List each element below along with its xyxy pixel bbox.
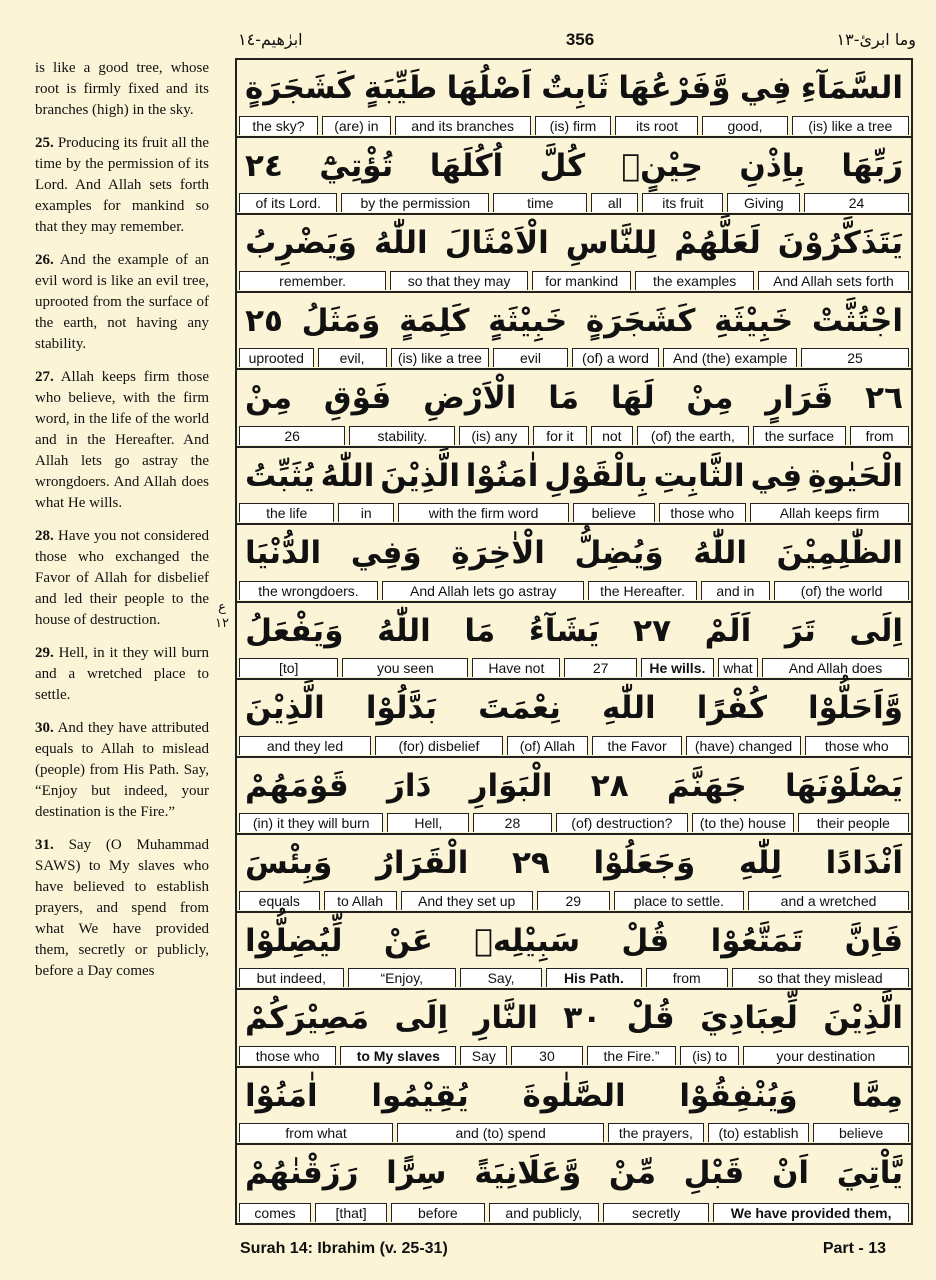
- arabic-word: كُفْرًا: [696, 690, 767, 727]
- verse-text: Hell, in it they will burn and a wretched place to settle.: [35, 645, 210, 703]
- verse-paragraph: [35, 718, 209, 823]
- translation-cell: the Hereafter.: [588, 581, 696, 600]
- translation-cell: its root: [615, 116, 698, 135]
- translation-cell: before: [391, 1203, 484, 1222]
- arabic-word: رَبِّهَا: [841, 147, 903, 184]
- translation-cell: (for) disbelief: [375, 736, 503, 755]
- arabic-word: يُثَبِّتُ: [245, 457, 315, 494]
- arabic-line: [241, 293, 907, 349]
- arabic-word: مَصِيْرَكُمْ: [245, 1000, 370, 1037]
- arabic-word: وَيَضْرِبُ: [245, 225, 357, 262]
- header-right-arabic: وما ابرئ-١٣: [836, 30, 916, 49]
- translation-cell: from: [646, 968, 728, 987]
- arabic-word: فَوْقِ: [323, 380, 392, 417]
- translation-cell: the Fire.”: [587, 1046, 677, 1065]
- translation-cell: remember.: [239, 271, 386, 290]
- translation-cell: We have provided them,: [713, 1203, 909, 1222]
- translation-line: [237, 271, 911, 291]
- arabic-word: الَّذِيْنَ: [823, 1000, 903, 1037]
- arabic-word: وَّعَلَانِيَةً: [474, 1155, 582, 1192]
- verse-text: Producing its fruit all the time by the permission of its Lord. And Allah sets forth examples for mankind so that they may remember.: [35, 135, 210, 235]
- translation-cell: “Enjoy,: [348, 968, 456, 987]
- header-left-arabic: ابرٰهيم-١٤: [238, 30, 303, 49]
- translation-cell: Hell,: [387, 813, 469, 832]
- arabic-word: وَمَثَلُ: [301, 302, 381, 339]
- translation-cell: their people: [798, 813, 909, 832]
- arabic-word: الْبَوَارِ: [469, 767, 553, 804]
- arabic-word: وَجَعَلُوْا: [593, 845, 696, 882]
- translation-cell: and publicly,: [489, 1203, 599, 1222]
- arabic-word: تَرَ: [784, 612, 816, 649]
- arabic-word: مَا: [464, 612, 496, 649]
- grid-row: [237, 215, 911, 293]
- arabic-line: [241, 138, 907, 194]
- grid-row: [237, 835, 911, 913]
- translation-cell: (have) changed: [686, 736, 800, 755]
- translation-cell: (is) any: [459, 426, 529, 445]
- translation-cell: And (the) example: [663, 348, 797, 367]
- arabic-word: اُكُلَهَا: [429, 147, 504, 184]
- arabic-word: اِلَى: [849, 612, 903, 649]
- verse-text: And the example of an evil word is like an evil tree, uprooted from the surface of the earth, not having any stability.: [35, 252, 209, 352]
- arabic-line: [241, 990, 907, 1046]
- translation-line: [237, 116, 911, 136]
- grid-row: [237, 603, 911, 681]
- arabic-word: كَشَجَرَةٍ: [245, 70, 355, 106]
- arabic-word: مِمَّا: [851, 1077, 903, 1114]
- translation-cell: what: [718, 658, 758, 677]
- translation-cell: (in) it they will burn: [239, 813, 383, 832]
- verse-paragraph: [35, 367, 209, 514]
- translation-line: [237, 968, 911, 988]
- translation-line: [237, 1046, 911, 1066]
- grid-row: [237, 680, 911, 758]
- arabic-word: كَشَجَرَةٍ: [585, 302, 696, 339]
- arabic-word: يَّاْتِيَ: [836, 1155, 903, 1192]
- verse-number: 29.: [35, 645, 54, 661]
- translation-cell: place to settle.: [614, 891, 744, 910]
- arabic-word: خَبِيْثَةِ: [714, 302, 794, 339]
- translation-line: [237, 813, 911, 833]
- grid-row: [237, 525, 911, 603]
- arabic-word: لِلنَّاسِ: [565, 225, 658, 262]
- translation-cell: the sky?: [239, 116, 318, 135]
- english-translation-column: [35, 58, 209, 994]
- arabic-word: اللّٰهُ: [320, 457, 375, 494]
- arabic-word: ٢٤: [245, 147, 283, 184]
- translation-cell: the Favor: [592, 736, 683, 755]
- arabic-word: اَنْ: [771, 1155, 810, 1192]
- translation-cell: And Allah does: [762, 658, 909, 677]
- arabic-word: فِي: [750, 457, 803, 494]
- translation-cell: the life: [239, 503, 334, 522]
- arabic-word: فَاِنَّ: [844, 922, 903, 959]
- verse-number: 28.: [35, 528, 54, 544]
- arabic-word: الظّٰلِمِيْنَ: [776, 535, 903, 572]
- verse-number: 31.: [35, 837, 54, 853]
- arabic-word: اجْتُثَّتْ: [811, 302, 903, 339]
- arabic-word: اَلَمْ: [704, 612, 752, 649]
- verse-text: Say (O Muhammad SAWS) to My slaves who have believed to establish prayers, and spend from what We have provided them, secretly or publicly, before a Day comes: [35, 837, 209, 979]
- arabic-word: سِرًّا: [386, 1155, 447, 1192]
- translation-cell: you seen: [342, 658, 468, 677]
- arabic-word: مِّنْ: [608, 1155, 657, 1192]
- arabic-word: اَصْلُهَا: [446, 70, 532, 106]
- arabic-line: [241, 525, 907, 581]
- arabic-word: وَفِي: [350, 535, 422, 572]
- translation-cell: and its branches: [395, 116, 531, 135]
- translation-cell: all: [591, 193, 638, 212]
- translation-cell: 26: [239, 426, 345, 445]
- translation-line: [237, 193, 911, 213]
- translation-cell: from: [850, 426, 909, 445]
- grid-row: [237, 913, 911, 991]
- translation-cell: secretly: [603, 1203, 709, 1222]
- arabic-word: قُلْ: [626, 1000, 675, 1037]
- footer-surah-title: Surah 14: Ibrahim (v. 25-31): [240, 1240, 448, 1257]
- translation-cell: of its Lord.: [239, 193, 337, 212]
- translation-cell: [to]: [239, 658, 338, 677]
- arabic-word: ٢٨: [590, 767, 629, 804]
- arabic-word: الثَّابِتِ: [653, 457, 745, 494]
- arabic-word: اللّٰهِ: [601, 690, 656, 727]
- grid-row: [237, 448, 911, 526]
- arabic-word: قَوْمَهُمْ: [245, 767, 349, 804]
- arabic-word: ٣٠: [563, 1000, 602, 1037]
- arabic-word: الصَّلٰوةَ: [522, 1077, 626, 1114]
- arabic-line: [241, 1145, 907, 1201]
- arabic-word: سَبِيْلِهٖ: [474, 922, 581, 959]
- translation-cell: its fruit: [642, 193, 723, 212]
- translation-cell: Say,: [460, 968, 542, 987]
- arabic-word: اِلَى: [394, 1000, 449, 1037]
- translation-cell: believe: [813, 1123, 909, 1142]
- arabic-word: يُقِيْمُوا: [371, 1077, 469, 1114]
- translation-cell: by the permission: [341, 193, 489, 212]
- translation-cell: those who: [239, 1046, 336, 1065]
- arabic-word: اَنْدَادًا: [825, 845, 903, 882]
- arabic-word: جَهَنَّمَ: [666, 767, 747, 804]
- translation-cell: [that]: [315, 1203, 387, 1222]
- translation-cell: Allah keeps firm: [750, 503, 909, 522]
- translation-cell: And they set up: [401, 891, 533, 910]
- arabic-word: السَّمَآءِ: [800, 70, 903, 106]
- translation-cell: those who: [805, 736, 909, 755]
- arabic-word: تُؤْتِيْٓ: [319, 147, 394, 184]
- translation-cell: (of) a word: [572, 348, 660, 367]
- translation-cell: (of) Allah: [507, 736, 588, 755]
- arabic-word: اللّٰهُ: [377, 612, 431, 649]
- arabic-word: مِنْ: [245, 380, 293, 417]
- arabic-word: وَبِئْسَ: [245, 845, 333, 882]
- translation-cell: His Path.: [546, 968, 641, 987]
- arabic-word: الْاَمْثَالَ: [444, 225, 549, 262]
- grid-row: [237, 138, 911, 216]
- arabic-line: [241, 680, 907, 736]
- translation-cell: and (to) spend: [397, 1123, 604, 1142]
- translation-cell: to Allah: [324, 891, 397, 910]
- translation-cell: not: [591, 426, 633, 445]
- translation-cell: to My slaves: [340, 1046, 456, 1065]
- translation-cell: from what: [239, 1123, 393, 1142]
- arabic-word: الدُّنْيَا: [245, 535, 322, 572]
- translation-cell: so that they mislead: [732, 968, 909, 987]
- word-by-word-grid: [235, 58, 913, 1225]
- arabic-word: لَعَلَّهُمْ: [674, 225, 761, 262]
- arabic-word: وَيُضِلُّ: [574, 535, 664, 572]
- translation-cell: evil: [493, 348, 568, 367]
- translation-cell: Have not: [472, 658, 560, 677]
- verse-text: And they have attributed equals to Allah to mislead (people) from His Path. Say, “Enjoy but indeed, your destination is the Fire.”: [35, 720, 209, 820]
- arabic-word: الْاَرْضِ: [423, 380, 517, 417]
- arabic-word: ٢٧: [633, 612, 672, 649]
- arabic-word: بِاِذْنِ: [739, 147, 806, 184]
- translation-cell: your destination: [743, 1046, 909, 1065]
- arabic-word: وَيُنْفِقُوْا: [679, 1077, 798, 1114]
- arabic-line: [241, 215, 907, 271]
- translation-cell: the examples: [635, 271, 754, 290]
- translation-cell: He wills.: [641, 658, 714, 677]
- translation-cell: 27: [564, 658, 637, 677]
- translation-cell: those who: [659, 503, 746, 522]
- translation-cell: 25: [801, 348, 909, 367]
- page-number: 356: [565, 30, 595, 49]
- arabic-word: بَدَّلُوْا: [365, 690, 438, 727]
- translation-cell: (of) destruction?: [556, 813, 689, 832]
- arabic-word: لِّعِبَادِيَ: [700, 1000, 798, 1037]
- arabic-word: مِنْ: [686, 380, 734, 417]
- translation-line: [237, 1203, 911, 1223]
- translation-cell: (is) to: [680, 1046, 738, 1065]
- translation-cell: the wrongdoers.: [239, 581, 378, 600]
- arabic-line: [241, 913, 907, 969]
- translation-cell: stability.: [349, 426, 455, 445]
- arabic-word: مَا: [548, 380, 580, 417]
- translation-cell: 30: [511, 1046, 582, 1065]
- arabic-word: ٢٦: [865, 380, 903, 417]
- translation-line: [237, 503, 911, 523]
- arabic-word: اللّٰهُ: [373, 225, 428, 262]
- ruku-marker: ع ١٢: [215, 600, 229, 631]
- translation-cell: for mankind: [532, 271, 632, 290]
- translation-cell: and in: [701, 581, 770, 600]
- arabic-line: [241, 603, 907, 659]
- translation-cell: but indeed,: [239, 968, 344, 987]
- arabic-word: الَّذِيْنَ: [245, 690, 325, 727]
- translation-line: [237, 1123, 911, 1143]
- grid-row: [237, 60, 911, 138]
- arabic-word: الْاٰخِرَةِ: [451, 535, 545, 572]
- grid-row: [237, 1068, 911, 1146]
- arabic-word: اٰمَنُوْا: [245, 1077, 318, 1114]
- translation-cell: good,: [702, 116, 787, 135]
- arabic-word: خَبِيْثَةٍ: [488, 302, 568, 339]
- translation-line: [237, 581, 911, 601]
- arabic-word: اٰمَنُوْا: [465, 457, 539, 494]
- verse-paragraph: [35, 133, 209, 238]
- arabic-word: ٢٩: [512, 845, 550, 882]
- arabic-word: النَّارِ: [473, 1000, 538, 1037]
- verse-number: 30.: [35, 720, 54, 736]
- translation-cell: And Allah sets forth: [758, 271, 909, 290]
- translation-cell: and a wretched: [748, 891, 909, 910]
- verse-text: Have you not considered those who exchanged the Favor of Allah for disbelief and led their people to the house of destruction.: [35, 528, 210, 628]
- grid-row: [237, 990, 911, 1068]
- arabic-word: عَنْ: [383, 922, 433, 959]
- arabic-word: اللّٰهُ: [693, 535, 747, 572]
- arabic-word: قَبْلِ: [683, 1155, 745, 1192]
- arabic-word: وَّاَحَلُّوْا: [808, 690, 903, 727]
- translation-cell: (is) firm: [535, 116, 612, 135]
- translation-cell: (of) the earth,: [637, 426, 749, 445]
- arabic-line: [241, 370, 907, 426]
- arabic-line: [241, 758, 907, 814]
- verse-number: 27.: [35, 369, 54, 385]
- translation-cell: (are) in: [322, 116, 391, 135]
- translation-cell: (is) like a tree: [792, 116, 909, 135]
- arabic-word: رَزَقْنٰهُمْ: [245, 1155, 359, 1192]
- grid-row: [237, 758, 911, 836]
- translation-line: [237, 658, 911, 678]
- arabic-word: وَّفَرْعُهَا: [618, 70, 731, 106]
- arabic-word: يَشَآءُ: [528, 612, 600, 649]
- translation-cell: evil,: [318, 348, 387, 367]
- translation-cell: (is) like a tree: [391, 348, 490, 367]
- translation-cell: the prayers,: [608, 1123, 704, 1142]
- translation-cell: the surface: [753, 426, 846, 445]
- arabic-word: لِلّٰهِ: [738, 845, 783, 882]
- arabic-word: لَهَا: [610, 380, 655, 417]
- translation-cell: uprooted: [239, 348, 314, 367]
- arabic-word: نِعْمَتَ: [478, 690, 561, 727]
- translation-cell: for it: [533, 426, 586, 445]
- arabic-word: كُلَّ: [539, 147, 586, 184]
- verse-number: 26.: [35, 252, 54, 268]
- translation-cell: Say: [460, 1046, 507, 1065]
- arabic-word: بِالْقَوْلِ: [544, 457, 648, 494]
- verse-text: Allah keeps firm those who believe, with the firm word, in the life of the world and in the Hereafter. And Allah lets go astray the wrongdoers. And Allah does what He wills.: [35, 369, 209, 511]
- arabic-word: الْحَيٰوةِ: [808, 457, 903, 494]
- arabic-word: طَيِّبَةٍ: [363, 70, 438, 106]
- translation-cell: 28: [473, 813, 551, 832]
- verse-text: is like a good tree, whose root is firmly fixed and its branches (high) in the sky.: [35, 60, 209, 118]
- arabic-word: ٢٥: [245, 302, 283, 339]
- translation-cell: and they led: [239, 736, 371, 755]
- arabic-word: لِّيُضِلُّوْا: [245, 922, 343, 959]
- translation-line: [237, 426, 911, 446]
- translation-cell: (to the) house: [692, 813, 794, 832]
- arabic-line: [241, 60, 907, 116]
- translation-cell: (of) the world: [774, 581, 909, 600]
- footer-part-number: Part - 13: [822, 1240, 886, 1257]
- translation-cell: time: [493, 193, 587, 212]
- verse-paragraph: [35, 835, 209, 982]
- translation-cell: 24: [804, 193, 909, 212]
- grid-row: [237, 1145, 911, 1223]
- arabic-word: كَلِمَةٍ: [399, 302, 470, 339]
- arabic-line: [241, 448, 907, 504]
- verse-paragraph: [35, 58, 209, 121]
- translation-cell: (to) establish: [708, 1123, 810, 1142]
- arabic-word: ثَابِتٌ: [541, 70, 610, 106]
- verse-paragraph: [35, 643, 209, 706]
- arabic-word: وَيَفْعَلُ: [245, 612, 344, 649]
- arabic-line: [241, 835, 907, 891]
- arabic-line: [241, 1068, 907, 1124]
- verse-number: 25.: [35, 135, 54, 151]
- arabic-word: دَارَ: [387, 767, 432, 804]
- arabic-word: قَرَارٍ: [765, 380, 834, 417]
- translation-cell: 29: [537, 891, 610, 910]
- arabic-word: يَصْلَوْنَهَا: [784, 767, 903, 804]
- arabic-word: حِيْنٍۢ: [621, 147, 704, 184]
- translation-cell: so that they may: [390, 271, 528, 290]
- translation-cell: And Allah lets go astray: [382, 581, 584, 600]
- arabic-word: فِي: [739, 70, 792, 106]
- arabic-word: الْقَرَارُ: [376, 845, 469, 882]
- grid-row: [237, 370, 911, 448]
- translation-line: [237, 348, 911, 368]
- verse-paragraph: [35, 250, 209, 355]
- translation-cell: with the firm word: [398, 503, 569, 522]
- translation-line: [237, 891, 911, 911]
- arabic-word: يَتَذَكَّرُوْنَ: [777, 225, 903, 262]
- arabic-word: قُلْ: [621, 922, 670, 959]
- translation-cell: in: [338, 503, 394, 522]
- verse-paragraph: [35, 526, 209, 631]
- translation-cell: comes: [239, 1203, 311, 1222]
- translation-cell: believe: [573, 503, 655, 522]
- arabic-word: الَّذِيْنَ: [380, 457, 460, 494]
- translation-cell: equals: [239, 891, 320, 910]
- grid-row: [237, 293, 911, 371]
- translation-cell: Giving: [727, 193, 800, 212]
- arabic-word: تَمَتَّعُوْا: [710, 922, 804, 959]
- translation-line: [237, 736, 911, 756]
